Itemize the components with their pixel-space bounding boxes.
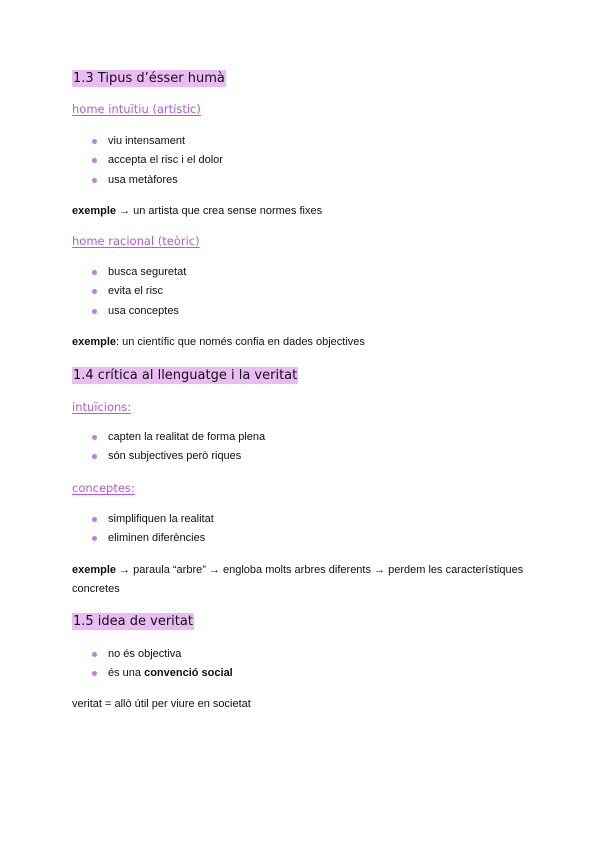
veritat-definition: veritat = allò útil per viure en societat xyxy=(72,698,251,710)
list-veritat xyxy=(92,645,233,684)
list-home-racional xyxy=(92,263,186,321)
subtitle-intuicions: intuïcions: xyxy=(72,400,132,414)
list-conceptes xyxy=(92,510,214,549)
heading-1-3: 1.3 Tipus d’ésser humà xyxy=(73,71,225,86)
subtitle-home-racional: home racional (teòric) xyxy=(72,234,200,248)
list-item: són subjectives però riques xyxy=(92,447,265,466)
list-item: no és objectiva xyxy=(92,645,233,664)
bullet-icon xyxy=(92,139,97,144)
list-item: accepta el risc i el dolor xyxy=(92,151,223,170)
list-item: evita el risc xyxy=(92,282,186,301)
bullet-icon xyxy=(92,158,97,163)
bullet-icon xyxy=(92,435,97,440)
bullet-icon xyxy=(92,517,97,522)
list-item: és una convenció social xyxy=(92,664,233,683)
list-item: usa conceptes xyxy=(92,302,186,321)
list-item: eliminen diferències xyxy=(92,529,214,548)
list-intuicions xyxy=(92,428,265,467)
subtitle-home-intuitiu: home intuïtiu (artístic) xyxy=(72,102,201,116)
bullet-icon xyxy=(92,289,97,294)
list-item: simplifiquen la realitat xyxy=(92,510,214,529)
heading-1-5: 1.5 idea de veritat xyxy=(73,614,193,629)
bullet-icon xyxy=(92,270,97,275)
example-arbre: exemple → paraula “arbre” → engloba molts arbres diferents → perdem les característiques concretes xyxy=(72,564,524,595)
heading-1-4: 1.4 crítica al llenguatge i la veritat xyxy=(73,368,298,383)
bullet-icon xyxy=(92,536,97,541)
bullet-icon xyxy=(92,178,97,183)
example-scientist: exemple: un científic que només confia en dades objectives xyxy=(72,336,365,348)
list-home-intuitiu xyxy=(92,132,223,190)
bullet-icon xyxy=(92,652,97,657)
subtitle-conceptes: conceptes: xyxy=(72,481,135,495)
example-artist: exemple → un artista que crea sense normes fixes xyxy=(72,205,323,217)
list-item: capten la realitat de forma plena xyxy=(92,428,265,447)
bullet-icon xyxy=(92,309,97,314)
bullet-icon xyxy=(92,671,97,676)
bullet-icon xyxy=(92,454,97,459)
list-item: busca seguretat xyxy=(92,263,186,282)
list-item: usa metàfores xyxy=(92,171,223,190)
list-item: viu intensament xyxy=(92,132,223,151)
